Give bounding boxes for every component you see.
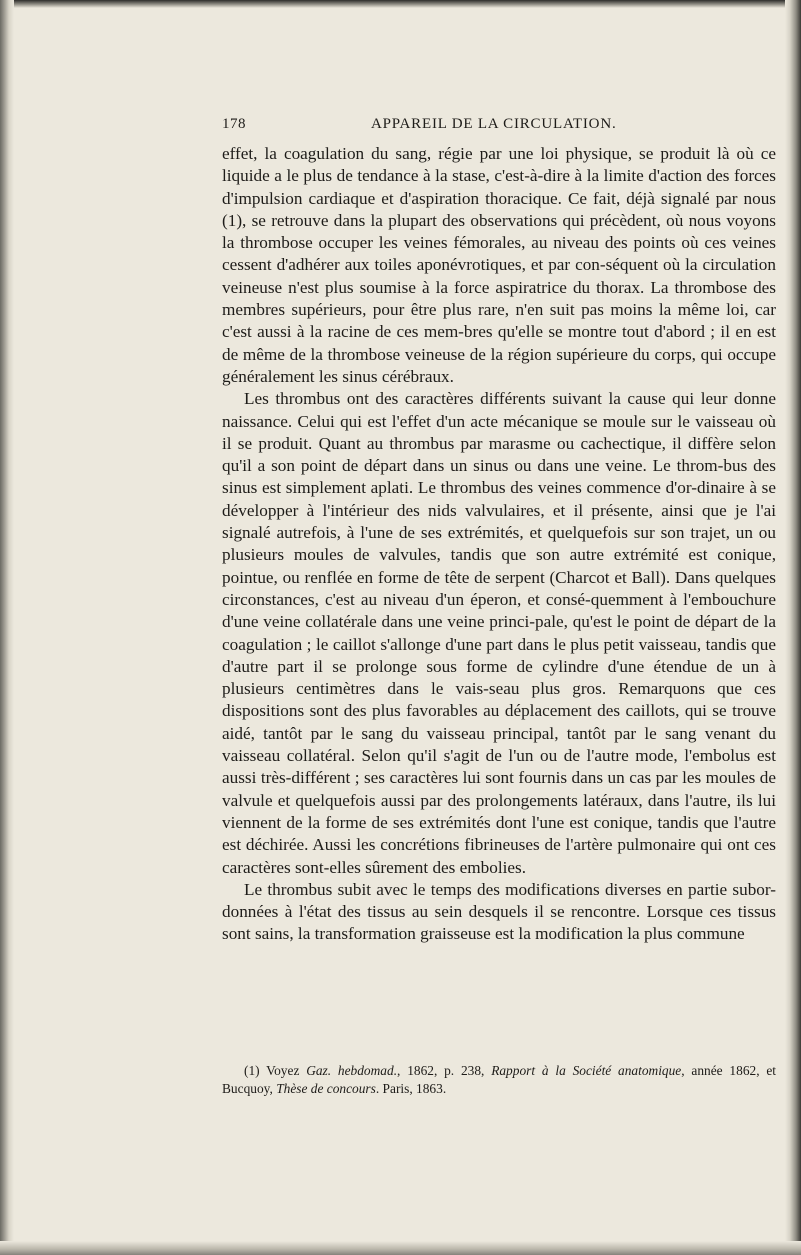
page-edge-bottom [0, 1241, 801, 1255]
body-text [222, 143, 776, 946]
footnote [222, 1062, 776, 1098]
footnote-end: . Paris, 1863. [375, 1081, 447, 1096]
paragraph-1: effet, la coagulation du sang, régie par une loi physique, se produit là où ce liquide a le plus de tendance à la stase, c'est-à-dire à la limite d'action des forces d'impulsion cardiaque et d'aspiration thoracique. Ce fait, déjà signalé par nous (1), se retrouve dans la plupart des observations qui précèdent, où nous voyons la thrombose occuper les veines fémorales, au niveau des points où ces veines cessent d'adhérer aux toiles aponévrotiques, et par con-séquent où la circulation veineuse n'est plus soumise à la force aspiratrice du thorax. La thrombose des membres supérieurs, pour être plus rare, n'en suit pas moins la même loi, car c'est aussi à la racine de ces mem-bres qu'elle se montre tout d'abord ; il en est de même de la thrombose veineuse de la région supérieure du corps, qui occupe généralement les sinus cérébraux. [222, 144, 776, 386]
footnote-source-gazette: Gaz. hebdomad. [306, 1063, 398, 1078]
running-head: APPAREIL DE LA CIRCULATION. [371, 116, 617, 132]
footnote-source-rapport: Rapport à la Société anatomique [491, 1063, 682, 1078]
paragraph-3: Le thrombus subit avec le temps des modifications diverses en partie subor-données à l'état des tissus au sein desquels il se rencontre. Lorsque ces tissus sont sains, la transformation graisseuse est la modification la plus commune [222, 879, 776, 944]
footnote-mid-1: , 1862, p. 238, [397, 1063, 492, 1078]
footnote-source-these: Thèse de concours [276, 1081, 376, 1096]
page-header [222, 116, 782, 140]
page-edge-top [0, 0, 801, 8]
page-edge-left [0, 0, 14, 1255]
footnote-mid-2: , année 1862, et Bucquoy, [222, 1063, 777, 1096]
footnote-marker: (1) Voyez [244, 1063, 307, 1078]
page-number: 178 [222, 116, 246, 132]
paragraph-2: Les thrombus ont des caractères différents suivant la cause qui leur donne naissance. Celui qui est l'effet d'un acte mécanique se moule sur le vaisseau où il se produit. Quant au thrombus par marasme ou cachectique, il diffère selon qu'il a son point de départ dans un sinus ou dans une veine. Le throm-bus des sinus est simplement aplati. Le thrombus des veines commence d'or-dinaire à se développer à l'intérieur des nids valvulaires, et il présente, ainsi que je l'ai signalé autrefois, à l'une de ses extrémités, et quelquefois sur son trajet, un ou plusieurs moules de valvules, tandis que son autre extrémité est conique, pointue, ou renflée en forme de tête de serpent (Charcot et Ball). Dans quelques circonstances, c'est au niveau d'un éperon, et consé-quemment à l'embouchure d'une veine collatérale dans une veine princi-pale, qu'est le point de départ de la coagulation ; le caillot s'allonge d'une part dans le plus petit vaisseau, tandis que d'autre part il se prolonge sous forme de cylindre d'une étendue de un à plusieurs centimètres dans le vais-seau plus gros. Remarquons que ces dispositions sont des plus favorables au déplacement des caillots, qui se trouve aidé, tantôt par le sang du vaisseau principal, tantôt par le sang venant du vaisseau collatéral. Selon qu'il s'agit de l'un ou de l'autre mode, l'embolus est aussi très-différent ; ses caractères lui sont fournis dans un cas par les moules de valvule et quelquefois aussi par des prolongements latéraux, dans l'autre, ils lui viennent de la forme de ses extrémités dont l'une est conique, tandis que l'autre est déchirée. Aussi les concrétions fibrineuses de l'artère pulmonaire qui ont ces caractères sont-elles sûrement des embolies. [222, 389, 776, 877]
page-edge-right [785, 0, 801, 1255]
